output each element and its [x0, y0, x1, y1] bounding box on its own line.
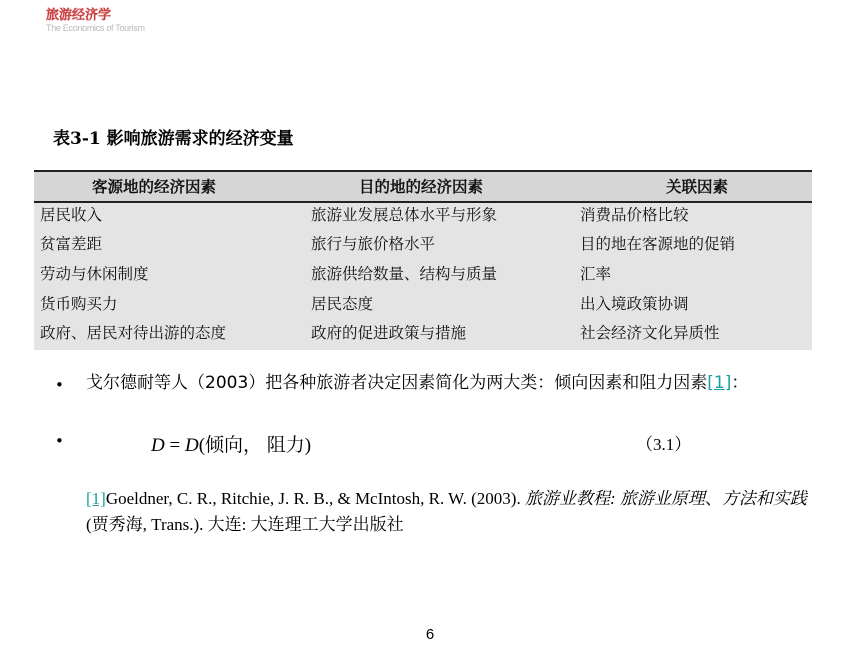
table-row — [34, 229, 812, 258]
bullet-text: 戈尔德耐等人（2003）把各种旅游者决定因素简化为两大类：倾向因素和阻力因素 — [86, 373, 708, 393]
table-row — [34, 289, 812, 318]
table-cell: 目的地在客源地的促销 — [580, 235, 736, 253]
table-cell: 居民态度 — [311, 295, 374, 313]
table-cell: 汇率 — [580, 265, 612, 283]
bullet-item-determinants — [86, 370, 801, 396]
column-header-destination: 目的地的经济因素 — [359, 178, 484, 196]
table-cell: 旅游供给数量、结构与质量 — [311, 265, 498, 283]
table-cell: 贫富差距 — [40, 235, 103, 253]
table-cell: 政府、居民对待出游的态度 — [40, 324, 227, 342]
demand-formula — [151, 430, 311, 457]
footnote-link[interactable]: [1] — [707, 373, 732, 393]
reference-authors: Goeldner, C. R., Ritchie, J. R. B., & McIntosh, R. W. (2003). — [105, 489, 525, 508]
table-row — [34, 200, 812, 229]
reference-book-title: 旅游业教程: 旅游业原理 — [524, 489, 705, 508]
page-number: 6 — [425, 626, 435, 643]
bullet-marker: • — [55, 432, 64, 450]
formula-equals: = — [164, 435, 185, 456]
logo-english-title: The Economics of Tourism — [46, 23, 145, 33]
bullet-text-tail: ： — [731, 373, 749, 393]
table-cell: 社会经济文化异质性 — [580, 324, 720, 342]
table-header-row — [34, 170, 812, 203]
course-logo — [46, 8, 145, 34]
table-cell: 旅游业发展总体水平与形象 — [311, 206, 498, 224]
formula-lhs: D — [151, 435, 165, 456]
table-cell: 居民收入 — [40, 206, 103, 224]
formula-args: (倾向， 阻力) — [198, 435, 312, 456]
reference-separator: 、 — [704, 489, 722, 508]
reference-link[interactable]: [1] — [86, 489, 106, 508]
reference-publisher: (贾秀海, Trans.). 大连: 大连理工大学出版社 — [86, 515, 404, 534]
table-cell: 出入境政策协调 — [580, 295, 689, 313]
logo-chinese-title: 旅游经济学 — [46, 8, 112, 23]
column-header-origin: 客源地的经济因素 — [92, 178, 217, 196]
table-cell: 货币购买力 — [40, 295, 118, 313]
bullet-marker: • — [55, 376, 64, 394]
table-row — [34, 259, 812, 288]
formula-function: D — [184, 435, 199, 456]
table-cell: 劳动与休闲制度 — [40, 265, 149, 283]
table-cell: 消费品价格比较 — [580, 206, 689, 224]
column-header-related: 关联因素 — [666, 178, 729, 196]
reference-citation — [86, 486, 811, 538]
table-cell: 旅行与旅价格水平 — [311, 235, 436, 253]
table-title: 表3-1 影响旅游需求的经济变量 — [53, 129, 294, 149]
economic-variables-table — [34, 170, 812, 350]
table-row — [34, 318, 812, 347]
equation-number: （3.1） — [636, 435, 692, 454]
table-cell: 政府的促进政策与措施 — [311, 324, 467, 342]
reference-book-subtitle: 方法和实践 — [721, 489, 807, 508]
